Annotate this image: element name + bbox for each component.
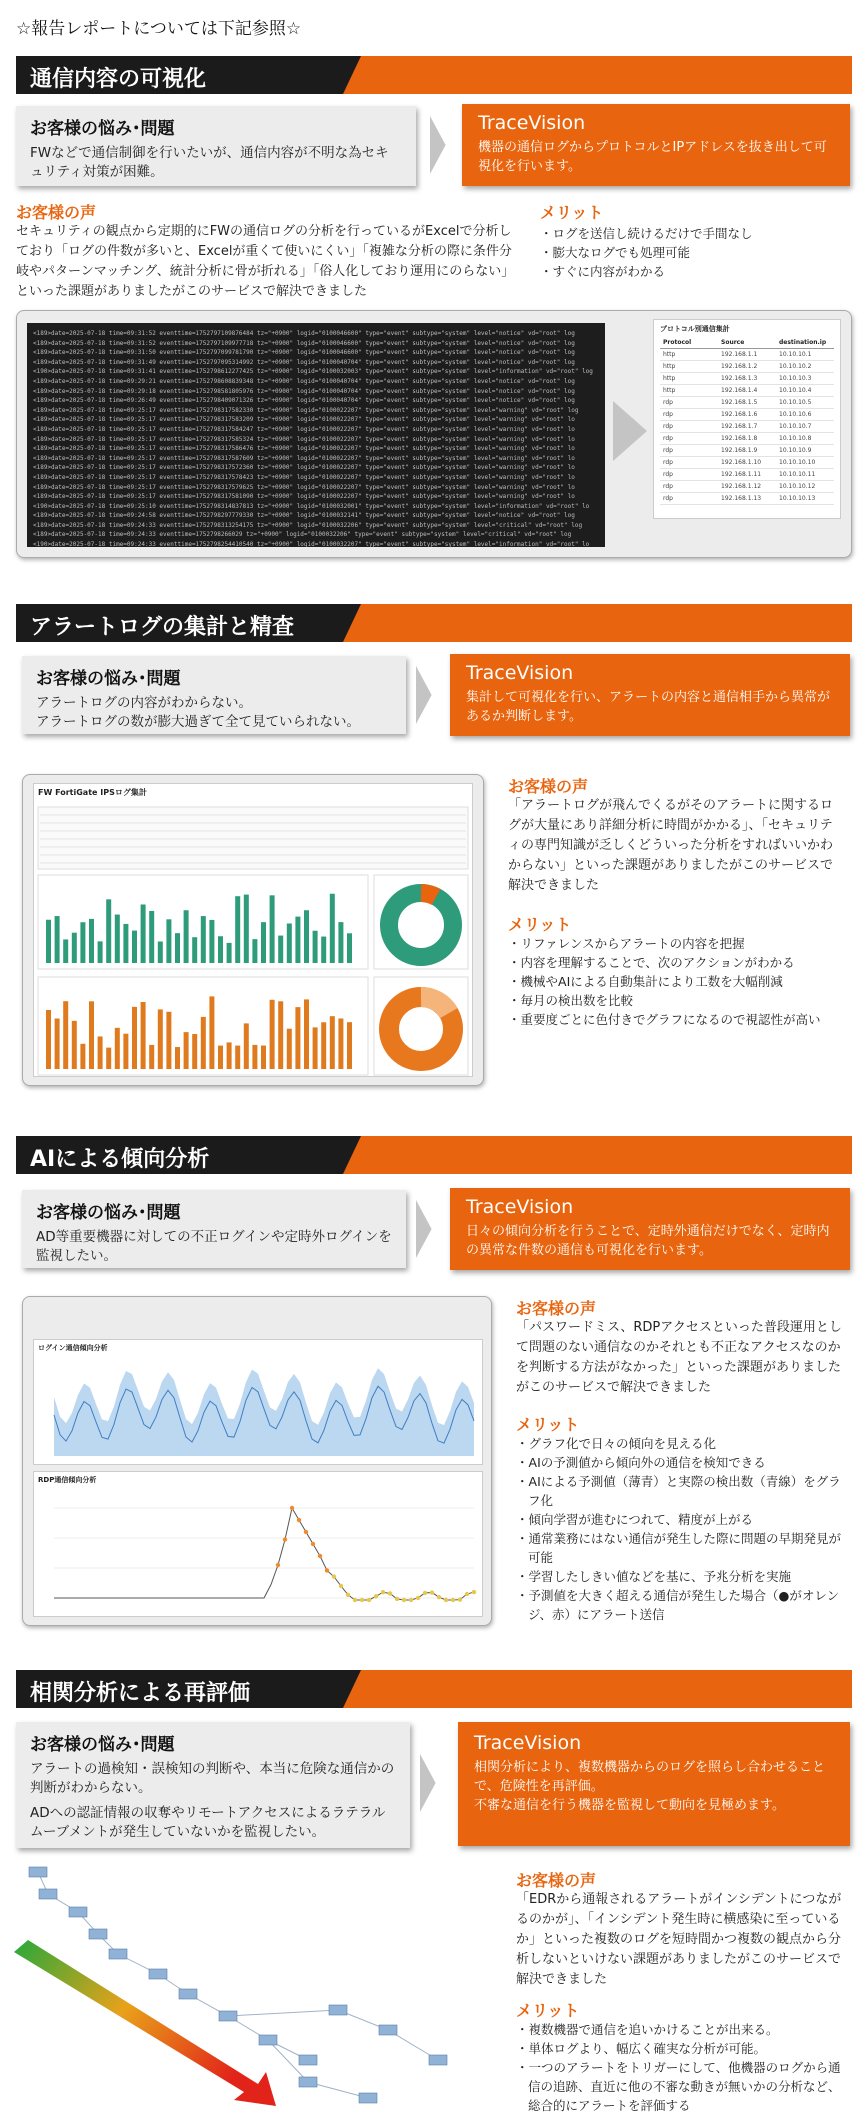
bar-graphic	[115, 915, 120, 963]
bar-graphic	[287, 923, 292, 963]
bar-graphic	[252, 939, 257, 963]
log-line: <189>date=2025-07-18 time=09:25:17 eventtime=1752798317581090 tz="+0900" logid="0100022207" type="event" subtype="system" level="warning" vd="root" lo	[33, 493, 575, 501]
device-node-icon	[359, 2093, 377, 2103]
correlation-diagram	[8, 1860, 504, 2122]
chart-title: RDP通信傾向分析	[38, 1476, 97, 1484]
merit-item: ・ 学習したしきい値などを基に、予兆分析を実施	[516, 1567, 846, 1586]
log-line: <189>date=2025-07-18 time=09:25:17 eventtime=1752798317578423 tz="+0900" logid="0100022207" type="event" subtype="system" level="warning" vd="root" lo	[33, 473, 575, 481]
data-point-graphic	[283, 1537, 287, 1541]
danger-label: 危険度	[32, 2033, 78, 2068]
table-cell: 192.168.1.9	[721, 447, 758, 454]
problem-box-1	[16, 106, 416, 186]
table-row	[660, 349, 834, 361]
log-line: <190>date=2025-07-18 time=09:24:33 eventtime=1752798254410540 tz="+0900" logid="0100032207" type="event" subtype="system" level="information" vd="root" lo	[33, 541, 590, 547]
bar-graphic	[63, 1001, 68, 1069]
log-line: <189>date=2025-07-18 time=09:25:17 eventtime=1752798317579625 tz="+0900" logid="0100022207" type="event" subtype="system" level="warning" vd="root" lo	[33, 483, 575, 491]
device-node-icon	[299, 2055, 317, 2065]
table-cell: 10.10.10.2	[779, 363, 812, 370]
bar-graphic	[278, 936, 283, 963]
tracevision-text: 機器の通信ログからプロトコルとIPアドレスを抜き出して可視化を行います。	[478, 140, 827, 174]
table-cell: rdp	[663, 471, 673, 478]
voice-text: セキュリティの観点から定期的にFWの通信ログの分析を行っているがExcelで分析しており「ログの件数が多いと、Excelが重くて使いにくい」「複雑な分析の際に条件分岐やパターンマッチング、統計分析に骨が折れる」「俗人化しており運用にのらない」といった課題がありましたがこのサービスで解決できました	[16, 224, 515, 299]
bar-graphic	[304, 999, 309, 1069]
merit-list	[516, 1434, 846, 1624]
table-cell: 10.10.10.11	[779, 471, 816, 478]
bar-graphic	[313, 1027, 318, 1069]
device-node-icon	[329, 2005, 347, 2015]
problem-text: AD等重要機器に対しての不正ログインや定時外ログインを監視したい。	[36, 1229, 392, 1264]
login-trend-chart	[33, 1339, 483, 1465]
section-title: 相関分析による再評価	[30, 1681, 251, 1706]
data-point-graphic	[325, 1568, 329, 1572]
data-point-graphic	[430, 1590, 434, 1594]
table-cell: rdp	[663, 447, 673, 454]
data-point-graphic	[276, 1563, 280, 1567]
bar-graphic	[72, 933, 77, 963]
intro-text: ☆報告レポートについては下記参照☆	[16, 19, 302, 39]
log-line: <189>date=2025-07-18 time=09:29:18 eventtime=1752798581805976 tz="+0900" logid="0100040704" type="event" subtype="system" level="notice" vd="root" log	[33, 387, 575, 395]
bar-graphic	[330, 894, 335, 963]
table-row	[660, 481, 834, 493]
log-line: <189>date=2025-07-18 time=09:25:17 eventtime=1752798317584247 tz="+0900" logid="0100022207" type="event" subtype="system" level="warning" vd="root" lo	[33, 425, 575, 433]
merit-item: ・ 機械やAIによる自動集計により工数を大幅削減	[508, 972, 842, 991]
tracevision-title: TraceVision	[474, 1732, 582, 1754]
column-header: destination.ip	[779, 339, 827, 346]
bar-graphic	[46, 1010, 51, 1069]
problem-text: FWなどで通信制御を行いたいが、通信内容が不明な為セキュリティ対策が困難。	[30, 145, 389, 180]
arrow-chevron-icon	[430, 116, 456, 174]
tracevision-title: TraceVision	[466, 1196, 574, 1218]
table-cell: http	[663, 363, 676, 370]
table-cell: 10.10.10.5	[779, 399, 812, 406]
bar-graphic	[287, 1029, 292, 1069]
problem-box-3	[22, 1190, 406, 1268]
log-line: <189>date=2025-07-18 time=09:25:17 eventtime=1752798317572360 tz="+0900" logid="0100022207" type="event" subtype="system" level="warning" vd="root" lo	[33, 464, 575, 472]
bar-graphic	[330, 1016, 335, 1069]
merit-title: メリット	[516, 1415, 580, 1434]
section-header-4	[16, 1670, 852, 1708]
table-cell: 10.10.10.3	[779, 375, 812, 382]
data-point-graphic	[451, 1598, 455, 1602]
tracevision-title: TraceVision	[466, 662, 574, 684]
arrow-chevron-icon	[416, 666, 442, 724]
merit-item: ・ リファレンスからアラートの内容を把握	[508, 934, 842, 953]
bar-graphic	[304, 910, 309, 963]
problem-text-2: ADへの認証情報の収奪やリモートアクセスによるラテラルムーブメントが発生していないかを監視したい。	[30, 1805, 386, 1840]
voice-text: 「パスワードミス、RDPアクセスといった普段運用として問題のない通信なのかそれとも不正なアクセスなのかを判断する方法がなかった」といった課題がありましたがこのサービスで解決できました	[516, 1320, 842, 1395]
bar-graphic	[166, 1012, 171, 1069]
bar-graphic	[235, 1046, 240, 1069]
merit-item: ・ 複数機器で通信を追いかけることが出来る。	[516, 2020, 852, 2039]
bar-graphic	[55, 916, 60, 963]
table-cell: http	[663, 387, 676, 394]
tracevision-box-2	[450, 654, 850, 736]
data-point-graphic	[318, 1554, 322, 1558]
ips-dashboard	[33, 783, 473, 1077]
bar-graphic	[106, 899, 111, 963]
bar-graphic	[158, 1009, 163, 1069]
bar-graphic	[218, 936, 223, 963]
bar-graphic	[338, 922, 343, 963]
bar-graphic	[347, 933, 352, 963]
problem-title: お客様の悩み･問題	[30, 119, 175, 139]
table-cell: 10.10.10.7	[779, 423, 812, 430]
device-node-icon	[29, 1867, 47, 1877]
bar-graphic	[270, 1000, 275, 1069]
bar-graphic	[227, 943, 232, 963]
data-point-graphic	[381, 1590, 385, 1594]
merit-list	[516, 2020, 852, 2115]
data-point-graphic	[465, 1592, 469, 1596]
device-node-icon	[299, 2077, 317, 2087]
bar-graphic	[192, 1034, 197, 1069]
voice-text: 「EDRから通報されるアラートがインシデントにつながるのかが」、「インシデント発生時に横感染に至っているか」といった複数のログを短時間かつ複数の観点から分析しないといけない課題がありましたがこのサービスで解決できました	[516, 1892, 842, 1987]
section-title: 通信内容の可視化	[30, 67, 207, 92]
bar-graphic	[209, 920, 214, 963]
bar-graphic	[98, 941, 103, 963]
device-node-icon	[429, 2055, 447, 2065]
data-point-graphic	[304, 1530, 308, 1534]
bar-graphic	[201, 1017, 206, 1069]
device-node-icon	[39, 1889, 57, 1899]
bar-graphic	[270, 895, 275, 963]
bar-graphic	[158, 941, 163, 963]
merit-item: ・ グラフ化で日々の傾向を見える化	[516, 1434, 846, 1453]
tracevision-text: 集計して可視化を行い、アラートの内容と通信相手から異常があるか判断します。	[466, 690, 831, 724]
bar-graphic	[80, 1044, 85, 1069]
data-point-graphic	[388, 1591, 392, 1595]
problem-text: アラートの過検知・誤検知の判断や、本当に危険な通信かの判断がわからない。	[30, 1761, 395, 1796]
voice-title: お客様の声	[508, 777, 589, 796]
merit-list	[508, 934, 842, 1029]
ips-dashboard-frame	[22, 774, 484, 1086]
bar-graphic	[192, 937, 197, 963]
table-cell: 192.168.1.13	[721, 495, 762, 502]
table-cell: rdp	[663, 399, 673, 406]
data-point-graphic	[458, 1597, 462, 1601]
data-point-graphic	[339, 1584, 343, 1588]
protocol-table-title: プロトコル別通信集計	[660, 325, 730, 333]
log-line: <189>date=2025-07-18 time=09:31:50 eventtime=1752797099781790 tz="+0900" logid="0100046600" type="event" subtype="system" level="notice" vd="root" log	[33, 349, 575, 357]
bar-graphic	[278, 1001, 283, 1069]
log-line: <190>date=2025-07-18 time=09:25:10 eventtime=1752798314837813 tz="+0900" logid="0100032001" type="event" subtype="system" level="information" vd="root" lo	[33, 502, 590, 510]
log-line: <189>date=2025-07-18 time=09:25:17 eventtime=1752798317582330 tz="+0900" logid="0100022207" type="event" subtype="system" level="warning" vd="root" log	[33, 406, 579, 414]
problem-box-2	[22, 656, 406, 734]
log-line: <189>date=2025-07-18 time=09:26:49 eventtime=1752798409071326 tz="+0900" logid="0100040704" type="event" subtype="system" level="notice" vd="root" log	[33, 397, 575, 405]
problem-title: お客様の悩み･問題	[36, 669, 181, 689]
bar-graphic	[89, 1001, 94, 1069]
merit-item: ・ 毎月の検出数を比較	[508, 991, 842, 1010]
table-cell: 10.10.10.10	[779, 459, 816, 466]
arrow-chevron-icon	[416, 1200, 442, 1258]
log-visual-frame	[16, 310, 852, 558]
bar-graphic	[184, 1032, 189, 1069]
log-line: <190>date=2025-07-18 time=09:31:41 eventtime=1752798612277425 tz="+0900" logid="0100032003" type="event" subtype="system" level="information" vd="root" log	[33, 368, 593, 376]
data-point-graphic	[472, 1590, 476, 1594]
log-line: <189>date=2025-07-18 time=09:31:52 eventtime=1752797109876484 tz="+0900" logid="0100046600" type="event" subtype="system" level="notice" vd="root" log	[33, 330, 575, 337]
merit-item: ・ AIによる予測値（薄青）と実際の検出数（青線）をグラフ化	[516, 1472, 846, 1510]
tracevision-title: TraceVision	[478, 112, 586, 134]
section-header-3	[16, 1136, 852, 1174]
device-node-icon	[219, 2011, 237, 2021]
voice-text: 「アラートログが飛んでくるがそのアラートに関するログが大量にあり詳細分析に時間がかかる」、「セキュリティの専門知識が乏しくどういった分析をすればいいかわからない」といった課題がありましたがこのサービスで解決できました	[508, 798, 834, 893]
table-cell: 192.168.1.11	[721, 471, 762, 478]
column-header: Protocol	[663, 339, 692, 346]
table-cell: rdp	[663, 435, 673, 442]
bar-graphic	[175, 933, 180, 963]
device-node-icon	[69, 1907, 87, 1917]
merit-item: ・ 単体ログより、幅広く確実な分析が可能。	[516, 2039, 852, 2058]
log-line: <189>date=2025-07-18 time=09:24:33 eventtime=1752798313254175 tz="+0900" logid="0100032206" type="event" subtype="system" level="critical" vd="root" log	[33, 521, 583, 529]
table-cell: 10.10.10.6	[779, 411, 812, 418]
table-row	[660, 433, 834, 445]
data-point-graphic	[409, 1598, 413, 1602]
data-point-graphic	[437, 1595, 441, 1599]
device-node-icon	[149, 1969, 167, 1979]
bar-graphic	[123, 1034, 128, 1069]
table-cell: 10.10.10.13	[779, 495, 816, 502]
merit-list	[540, 224, 840, 281]
data-point-graphic	[311, 1542, 315, 1546]
table-cell: rdp	[663, 483, 673, 490]
bar-graphic	[244, 1023, 249, 1069]
bar-graphic	[321, 937, 326, 963]
column-header: Source	[721, 339, 745, 346]
log-line: <189>date=2025-07-18 time=09:24:58 eventtime=1752798297779330 tz="+0900" logid="0100032141" type="event" subtype="system" level="notice" vd="root" log	[33, 512, 575, 520]
log-line: <189>date=2025-07-18 time=09:31:52 eventtime=1752797109977718 tz="+0900" logid="0100046600" type="event" subtype="system" level="notice" vd="root" log	[33, 339, 575, 347]
bar-graphic	[63, 939, 68, 963]
table-cell: 10.10.10.4	[779, 387, 812, 394]
table-row	[660, 361, 834, 373]
bar-graphic	[295, 1007, 300, 1069]
problem-title: お客様の悩み･問題	[36, 1203, 181, 1223]
table-cell: rdp	[663, 423, 673, 430]
bar-graphic	[209, 996, 214, 1069]
bar-graphic	[141, 904, 146, 963]
table-row	[660, 409, 834, 421]
merit-item: ・ 通常業務にはない通信が発生した際に問題の早期発見が可能	[516, 1529, 846, 1567]
merit-item: ・ 予測値を大きく超える通信が発生した場合（●がオレンジ、赤）にアラート送信	[516, 1586, 846, 1624]
data-point-graphic	[395, 1597, 399, 1601]
bar-graphic	[106, 1048, 111, 1069]
table-cell: 192.168.1.10	[721, 459, 762, 466]
merit-item: ・ 一つのアラートをトリガーにして、他機器のログから通信の追跡、直近に他の不審な動きが無いかの分析など、総合的にアラートを評価する	[516, 2058, 852, 2115]
data-point-graphic	[290, 1506, 294, 1510]
protocol-table	[653, 319, 841, 519]
table-cell: 10.10.10.9	[779, 447, 812, 454]
log-line: <189>date=2025-07-18 time=09:24:33 eventtime=1752798266029 tz="+0900" logid="0100032206" type="event" subtype="system" level="critical" vd="root" log	[33, 531, 572, 539]
data-point-graphic	[374, 1594, 378, 1598]
section-header-2	[16, 604, 852, 642]
bar-graphic	[235, 896, 240, 963]
table-cell: 10.10.10.8	[779, 435, 812, 442]
table-cell: 192.168.1.12	[721, 483, 762, 490]
bar-graphic	[218, 1046, 223, 1069]
data-point-graphic	[360, 1598, 364, 1602]
merit-item: ・ AIの予測値から傾向外の通信を検知できる	[516, 1453, 846, 1472]
bar-graphic	[175, 1047, 180, 1069]
table-cell: http	[663, 375, 676, 382]
bar-graphic	[166, 919, 171, 963]
arrow-chevron-icon	[613, 401, 647, 461]
tracevision-box-1	[462, 104, 850, 186]
table-row	[660, 469, 834, 481]
bar-graphic	[261, 922, 266, 963]
merit-title: メリット	[516, 2001, 580, 2020]
log-panel	[27, 323, 605, 547]
data-point-graphic	[423, 1591, 427, 1595]
bar-graphic	[261, 1046, 266, 1069]
table-cell: rdp	[663, 459, 673, 466]
rdp-trend-graphic	[34, 1488, 484, 1618]
tracevision-box-4	[458, 1722, 850, 1846]
table-cell: 192.168.1.6	[721, 411, 758, 418]
table-cell: 192.168.1.7	[721, 423, 758, 430]
login-trend-graphic	[34, 1356, 484, 1468]
table-cell: 192.168.1.5	[721, 399, 758, 406]
bar-graphic	[98, 1036, 103, 1069]
merit-item: ・ 膨大なログでも処理可能	[540, 243, 840, 262]
bar-graphic	[244, 895, 249, 963]
device-node-icon	[179, 1989, 197, 1999]
merit-item: ・ すぐに内容がわかる	[540, 262, 840, 281]
bar-graphic	[132, 1007, 137, 1069]
problem-box-4	[16, 1722, 410, 1848]
merit-item: ・ 重要度ごとに色付きでグラフになるので視認性が高い	[508, 1010, 842, 1029]
merit-title: メリット	[540, 203, 604, 222]
table-cell: rdp	[663, 495, 673, 502]
bar-graphic	[347, 1022, 352, 1069]
bar-graphic	[184, 910, 189, 963]
table-row	[660, 493, 834, 505]
bar-graphic	[55, 1019, 60, 1069]
table-cell: 192.168.1.3	[721, 375, 758, 382]
bar-graphic	[141, 1002, 146, 1069]
table-cell: 192.168.1.4	[721, 387, 758, 394]
voice-title: お客様の声	[16, 203, 97, 222]
chart-title: ログイン通信傾向分析	[38, 1344, 108, 1352]
merit-title: メリット	[508, 915, 572, 934]
bar-graphic	[115, 1028, 120, 1069]
log-line: <189>date=2025-07-18 time=09:25:17 eventtime=1752798317587609 tz="+0900" logid="0100022207" type="event" subtype="system" level="warning" vd="root" lo	[33, 454, 575, 462]
log-line: <189>date=2025-07-18 time=09:31:49 eventtime=1752797095314992 tz="+0900" logid="0100040704" type="event" subtype="system" level="notice" vd="root" log	[33, 358, 575, 366]
merit-item: ・ 内容を理解することで、次のアクションがわかる	[508, 953, 842, 972]
problem-title: お客様の悩み･問題	[30, 1735, 175, 1755]
voice-title: お客様の声	[516, 1871, 597, 1890]
trend-dashboard-frame	[22, 1296, 492, 1626]
table-cell: 192.168.1.1	[721, 351, 758, 358]
data-point-graphic	[332, 1575, 336, 1579]
tracevision-text: 日々の傾向分析を行うことで、定時外通信だけでなく、定時内の異常な件数の通信も可視化を行います。	[466, 1224, 830, 1258]
section-title: AIによる傾向分析	[30, 1147, 210, 1172]
device-node-icon	[259, 2035, 277, 2045]
log-line: <189>date=2025-07-18 time=09:25:17 eventtime=1752798317583209 tz="+0900" logid="0100022207" type="event" subtype="system" level="warning" vd="root" lo	[33, 416, 575, 424]
device-node-icon	[379, 2025, 397, 2035]
tracevision-box-3	[450, 1188, 850, 1270]
bar-graphic	[149, 911, 154, 963]
problem-text: アラートログの内容がわからない。 アラートログの数が膨大過ぎて全て見ていられない。	[36, 695, 360, 730]
bar-graphic	[149, 1045, 154, 1069]
bar-graphic	[227, 1042, 232, 1069]
bar-graphic	[80, 922, 85, 963]
data-point-graphic	[402, 1598, 406, 1602]
bar-graphic	[295, 917, 300, 963]
device-node-icon	[109, 1949, 127, 1959]
tracevision-text: 相関分析により、複数機器からのログを照らし合わせることで、危険性を再評価。 不審な通信を行う機器を監視して動向を見極めます。	[474, 1760, 826, 1813]
data-point-graphic	[416, 1596, 420, 1600]
bar-graphic	[313, 931, 318, 963]
bar-graphic	[123, 924, 128, 963]
table-row	[660, 373, 834, 385]
table-cell: rdp	[663, 411, 673, 418]
ips-dashboard-graphic	[34, 801, 474, 1081]
table-cell: 10.10.10.12	[779, 483, 816, 490]
log-line: <189>date=2025-07-18 time=09:29:21 eventtime=1752798608839348 tz="+0900" logid="0100040704" type="event" subtype="system" level="notice" vd="root" log	[33, 377, 575, 385]
bar-graphic	[201, 916, 206, 963]
bar-graphic	[252, 1045, 257, 1069]
merit-item: ・ ログを送信し続けるだけで手間なし	[540, 224, 840, 243]
section-header-1	[16, 56, 852, 94]
arrow-chevron-icon	[420, 1754, 446, 1812]
section-title: アラートログの集計と精査	[30, 615, 295, 640]
voice-title: お客様の声	[516, 1299, 597, 1318]
table-cell: 10.10.10.1	[779, 351, 812, 358]
table-cell: 192.168.1.8	[721, 435, 758, 442]
table-row	[660, 445, 834, 457]
table-row	[660, 385, 834, 397]
device-node-icon	[89, 1929, 107, 1939]
data-point-graphic	[346, 1593, 350, 1597]
dashboard-title: FW FortiGate IPSログ集計	[38, 788, 147, 797]
data-point-graphic	[444, 1598, 448, 1602]
bar-graphic	[338, 1018, 343, 1069]
table-row	[660, 397, 834, 409]
bar-graphic	[132, 931, 137, 963]
bar-graphic	[321, 1022, 326, 1069]
merit-item: ・ 傾向学習が進むにつれて、精度が上がる	[516, 1510, 846, 1529]
log-line: <189>date=2025-07-18 time=09:25:17 eventtime=1752798317586476 tz="+0900" logid="0100022207" type="event" subtype="system" level="warning" vd="root" lo	[33, 445, 575, 453]
log-line: <189>date=2025-07-18 time=09:25:17 eventtime=1752798317585324 tz="+0900" logid="0100022207" type="event" subtype="system" level="warning" vd="root" lo	[33, 435, 575, 443]
table-cell: 192.168.1.2	[721, 363, 758, 370]
bar-graphic	[46, 920, 51, 963]
table-row	[660, 457, 834, 469]
bar-graphic	[72, 1021, 77, 1069]
data-point-graphic	[353, 1598, 357, 1602]
table-cell: http	[663, 351, 676, 358]
data-point-graphic	[297, 1518, 301, 1522]
rdp-trend-chart	[33, 1471, 483, 1617]
table-row	[660, 421, 834, 433]
bar-graphic	[89, 919, 94, 963]
data-point-graphic	[367, 1598, 371, 1602]
